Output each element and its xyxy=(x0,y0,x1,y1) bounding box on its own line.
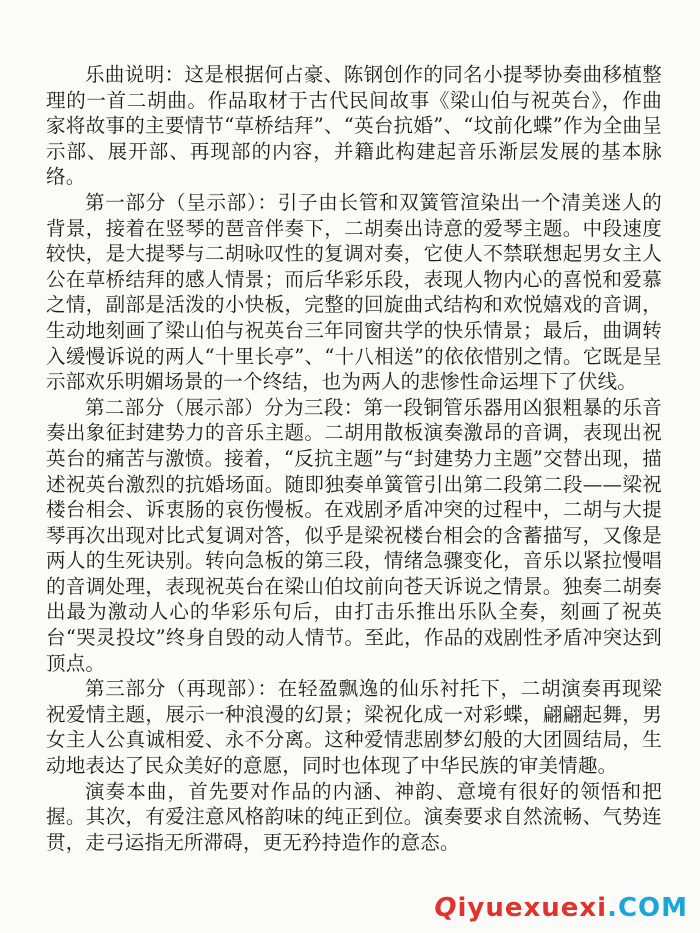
watermark-main: iyuexuexi xyxy=(457,893,608,923)
paragraph-performance: 演奏本曲，首先要对作品的内涵、神韵、意境有很好的领悟和把握。其次，有爱注意风格韵味的纯正到位。演奏要求自然流畅、气势连贯，走弓运指无所滞碍，更无矜持造作的意态。 xyxy=(46,779,662,854)
paragraph-intro: 乐曲说明：这是根据何占豪、陈钢创作的同名小提琴协奏曲移植整理的一首二胡曲。作品取材于古代民间故事《梁山伯与祝英台》，作曲家将故事的主要情节“草桥结拜”、“英台抗婚”、“坟前化蝶”作为全曲呈示部、展开部、再现部的内容，并籍此构建起音乐渐层发展的基本脉络。 xyxy=(46,63,662,189)
watermark-tld: .COM xyxy=(607,893,688,923)
paragraph-part-three: 第三部分（再现部）：在轻盈飘逸的仙乐衬托下，二胡演奏再现梁祝爱情主题，展示一种浪漫的幻景；梁祝化成一对彩蝶，翩翩起舞，男女主人公真诚相爱、永不分离。这种爱情悲剧梦幻般的大团圆结局，生动地表达了民众美好的意愿，同时也体现了中华民族的审美情趣。 xyxy=(46,677,662,778)
watermark-lead: Q xyxy=(434,893,458,923)
paragraph-part-two: 第二部分（展示部）分为三段：第一段铜管乐器用凶狠粗暴的乐音奏出象征封建势力的音乐主题。二胡用散板演奏激昂的音调，表现出祝英台的痛苦与激愤。接着，“反抗主题”与“封建势力主题”交替出现，描述祝英台激烈的抗婚场面。随即独奏单簧管引出第二段第二段——梁祝楼台相会、诉衷肠的哀伤慢板。在戏剧矛盾冲突的过程中，二胡与大提琴再次出现对比式复调对答，似乎是梁祝楼台相会的含蓄描写，又像是两人的生死诀别。转向急板的第三段，情绪急骤变化，音乐以紧拉慢唱的音调处理，表现祝英台在梁山伯坟前向苍天诉说之情景。独奏二胡奏出最为激动人心的华彩乐句后，由打击乐推出乐队全奏，刻画了祝英台“哭灵投坟”终身自毁的动人情节。至此，作品的戏剧性矛盾冲突达到顶点。 xyxy=(46,395,662,675)
document-body xyxy=(46,62,662,855)
paragraph-part-one: 第一部分（呈示部）：引子由长管和双簧管渲染出一个清美迷人的背景，接着在竖琴的琶音伴奏下，二胡奏出诗意的爱琴主题。中段速度较快，是大提琴与二胡咏叹性的复调对奏，它使人不禁联想起男女主人公在草桥结拜的感人情景；而后华彩乐段，表现人物内心的喜悦和爱慕之情，副部是活泼的小快板，完整的回旋曲式结构和欢悦嬉戏的音调，生动地刻画了梁山伯与祝英台三年同窗共学的快乐情景；最后，曲调转入缓慢诉说的两人“十里长亭”、“十八相送”的依依惜别之情。它既是呈示部欢乐明媚场景的一个终结，也为两人的悲惨性命运埋下了伏线。 xyxy=(46,190,662,394)
site-watermark xyxy=(434,893,688,923)
